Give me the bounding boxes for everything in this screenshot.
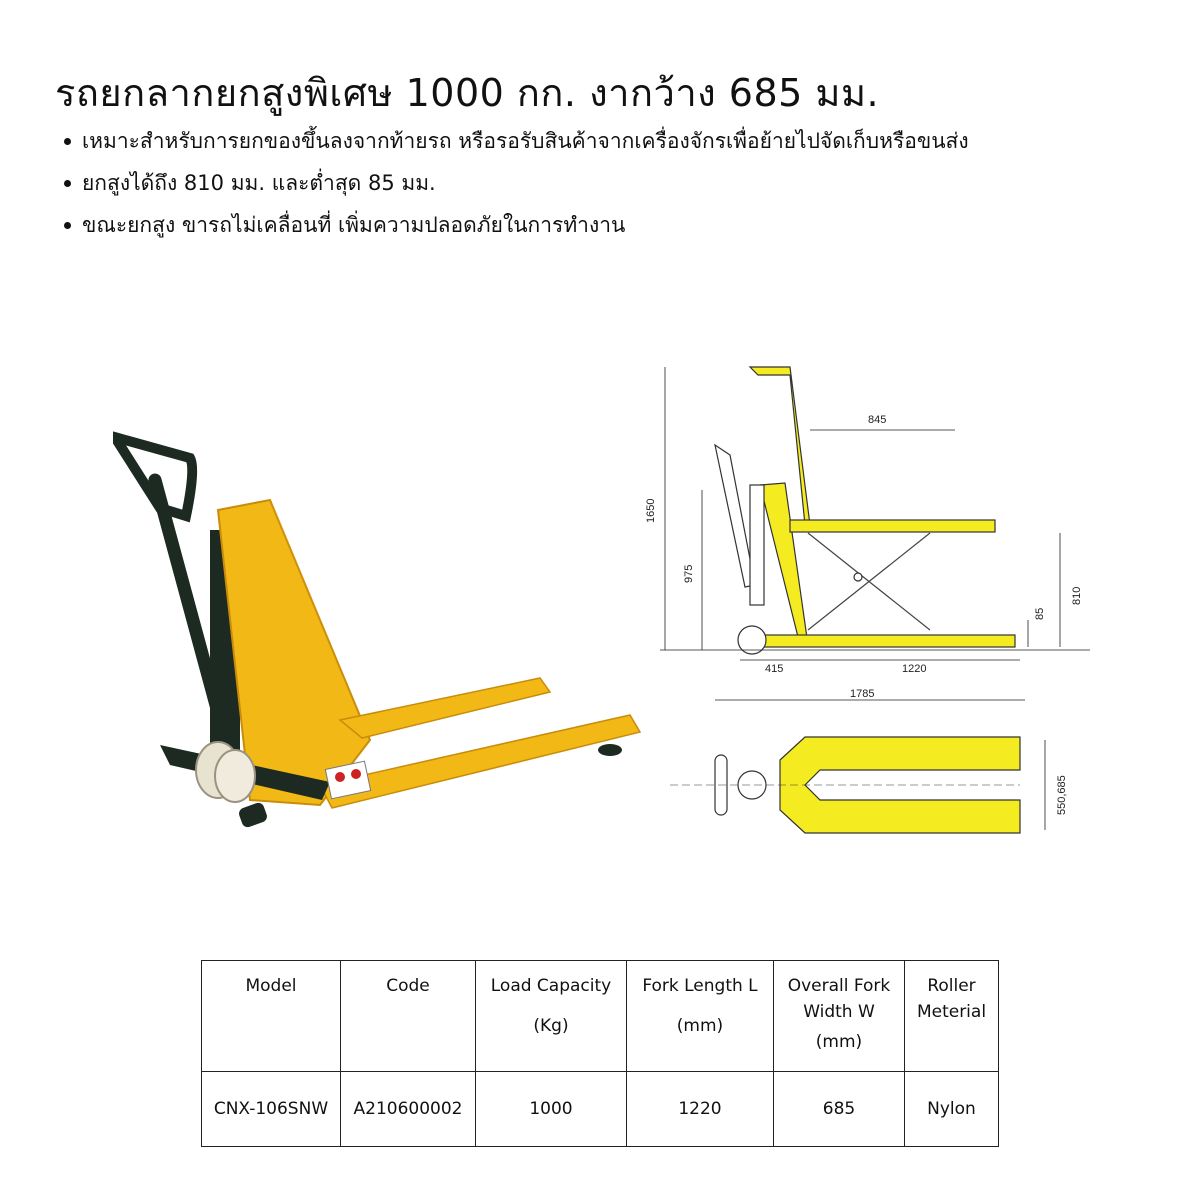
dim-845: 845 xyxy=(868,414,887,426)
dim-975: 975 xyxy=(683,564,695,583)
cell-fork-width: 685 xyxy=(774,1072,905,1147)
col-code: Code xyxy=(341,961,476,1072)
col-model: Model xyxy=(202,961,341,1072)
col-fork-length: Fork Length L (mm) xyxy=(627,961,774,1072)
cell-load: 1000 xyxy=(476,1072,627,1147)
feature-list xyxy=(62,120,969,246)
table-header-row xyxy=(202,961,999,1072)
col-roller-material: Roller Meterial xyxy=(905,961,999,1072)
col-load-capacity: Load Capacity (Kg) xyxy=(476,961,627,1072)
product-photo xyxy=(100,420,660,850)
table-row xyxy=(202,1072,999,1147)
dimension-drawing xyxy=(640,355,1100,845)
feature-item: ขณะยกสูง ขารถไม่เคลื่อนที่ เพิ่มความปลอดภัยในการทำงาน xyxy=(62,204,969,246)
cell-roller: Nylon xyxy=(905,1072,999,1147)
page-title: รถยกลากยกสูงพิเศษ 1000 กก. งากว้าง 685 มม. xyxy=(55,71,880,115)
feature-item: ยกสูงได้ถึง 810 มม. และต่ำสุด 85 มม. xyxy=(62,162,969,204)
cell-fork-length: 1220 xyxy=(627,1072,774,1147)
dim-1785: 1785 xyxy=(850,688,875,700)
pallet-handle xyxy=(118,438,220,720)
feature-item: เหมาะสำหรับการยกของขึ้นลงจากท้ายรถ หรือรอรับสินค้าจากเครื่องจักรเพื่อย้ายไปจัดเก็บหรือขนส่ง xyxy=(62,120,969,162)
wheel xyxy=(215,750,255,802)
cell-model: CNX-106SNW xyxy=(202,1072,341,1147)
cell-code: A210600002 xyxy=(341,1072,476,1147)
dim-810: 810 xyxy=(1071,586,1083,605)
dim-550-685: 550,685 xyxy=(1056,775,1068,815)
top-view xyxy=(670,737,1020,833)
col-fork-width: Overall Fork Width W (mm) xyxy=(774,961,905,1072)
dim-1650: 1650 xyxy=(645,498,657,523)
side-view xyxy=(715,367,1015,654)
spec-table xyxy=(201,960,999,1147)
dim-85: 85 xyxy=(1034,607,1046,620)
dim-1220: 1220 xyxy=(902,663,927,675)
fork-back xyxy=(340,678,550,738)
dim-415: 415 xyxy=(765,663,784,675)
